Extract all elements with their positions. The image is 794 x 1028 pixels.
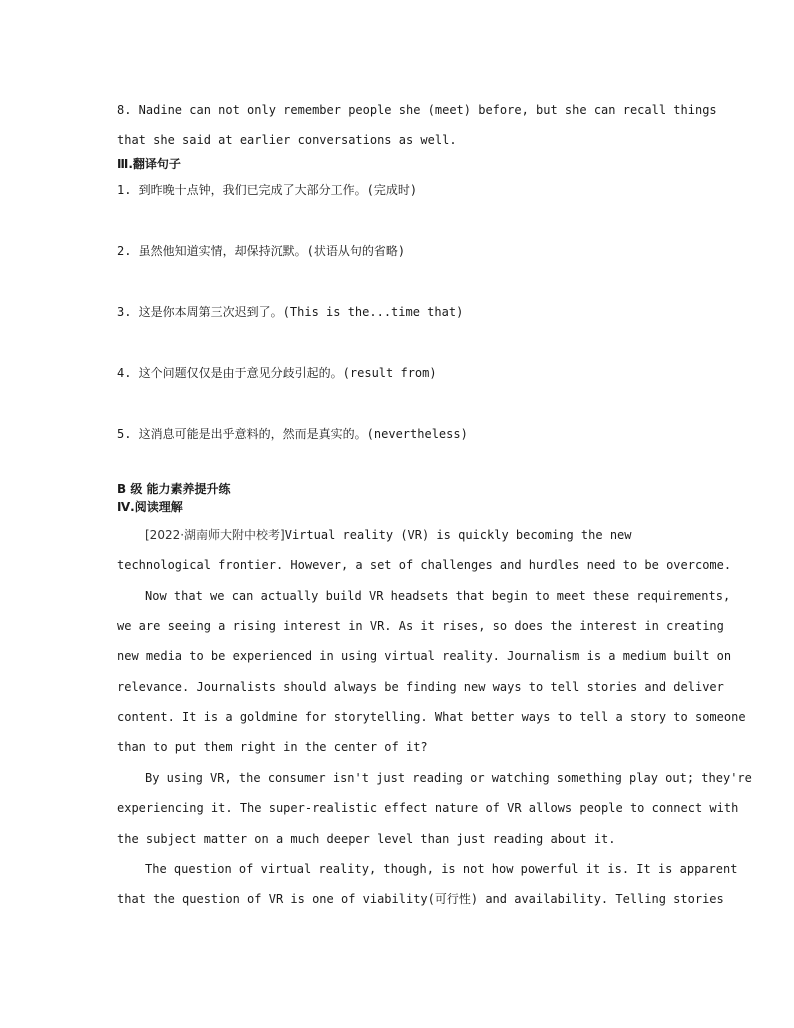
passage-line-2: technological frontier. However, a set of challenges and hurdles need to be overcome. [117,558,732,572]
passage-line-3: Now that we can actually build VR headsets that begin to meet these requirements, [145,589,731,603]
passage-source: [2022·湖南师大附中校考] [145,528,285,542]
passage-line-1-text: Virtual reality (VR) is quickly becoming the new [284,528,632,542]
passage-line-10: experiencing it. The super-realistic effect nature of VR allows people to connect with [117,801,739,815]
passage-line-4: we are seeing a rising interest in VR. As it rises, so does the interest in creating [117,619,724,633]
question-8-line-1: 8. Nadine can not only remember people she (meet) before, but she can recall things [117,103,717,117]
section-4-heading: Ⅳ.阅读理解 [117,500,183,514]
passage-line-7: content. It is a goldmine for storytelling. What better ways to tell a story to someone [117,710,746,724]
passage-line-13: that the question of VR is one of viability(可行性) and availability. Telling stories [117,892,724,906]
level-b-heading: B 级 能力素养提升练 [117,482,231,496]
translation-item-2: 2. 虽然他知道实情，却保持沉默。(状语从句的省略) [117,244,406,258]
passage-line-6: relevance. Journalists should always be finding new ways to tell stories and deliver [117,680,724,694]
passage-line-8: than to put them right in the center of it? [117,740,428,754]
passage-line-1 [145,527,632,543]
passage-line-5: new media to be experienced in using virtual reality. Journalism is a medium built on [117,649,732,663]
translation-item-1: 1. 到昨晚十点钟，我们已完成了大部分工作。(完成时) [117,183,418,197]
question-8-line-2: that she said at earlier conversations as well. [117,133,457,147]
translation-item-4: 4. 这个问题仅仅是由于意见分歧引起的。(result from) [117,366,437,380]
passage-line-9: By using VR, the consumer isn't just reading or watching something play out; they're [145,771,752,785]
passage-line-12: The question of virtual reality, though, is not how powerful it is. It is apparent [145,862,738,876]
translation-item-5: 5. 这消息可能是出乎意料的，然而是真实的。(nevertheless) [117,427,468,441]
translation-item-3: 3. 这是你本周第三次迟到了。(This is the...time that) [117,305,464,319]
passage-line-11: the subject matter on a much deeper level than just reading about it. [117,832,616,846]
section-3-heading: Ⅲ.翻译句子 [117,157,181,171]
